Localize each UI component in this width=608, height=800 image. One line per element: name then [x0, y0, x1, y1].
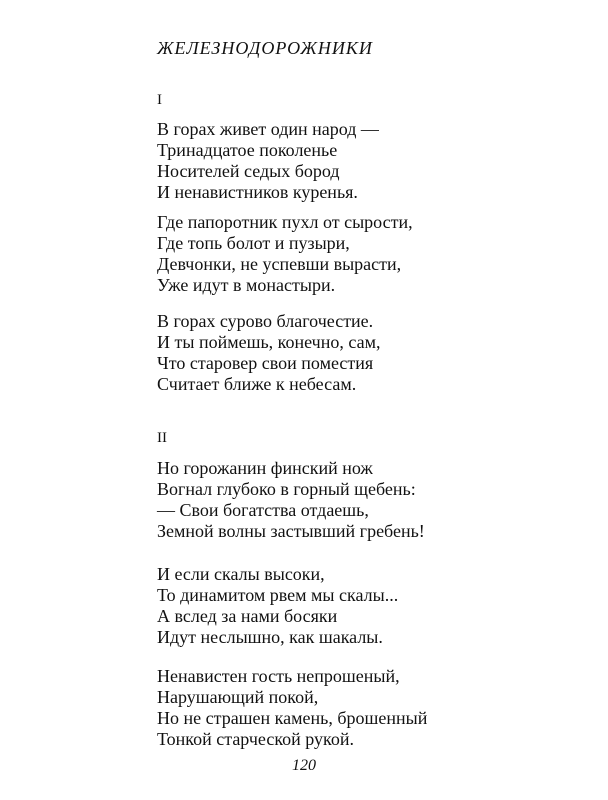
- verse-line: И если скалы высоки,: [157, 564, 325, 584]
- verse-line: Где папоротник пухл от сырости,: [157, 212, 413, 232]
- section-number-1: I: [157, 92, 162, 108]
- verse-line: — Свои богатства отдаешь,: [157, 500, 369, 520]
- verse-line: Но не страшен камень, брошенный: [157, 708, 428, 728]
- verse-line: Идут неслышно, как шакалы.: [157, 627, 383, 647]
- page-number: 120: [292, 757, 316, 774]
- verse-line: Где топь болот и пузыри,: [157, 233, 350, 253]
- verse-line: Что старовер свои поместия: [157, 353, 374, 373]
- verse-line: В горах сурово благочестие.: [157, 311, 374, 331]
- verse-line: А вслед за нами босяки: [157, 606, 338, 626]
- verse-line: И ты поймешь, конечно, сам,: [157, 332, 381, 352]
- stanza-1: [157, 119, 379, 203]
- verse-line: Но горожанин финский нож: [157, 458, 373, 478]
- stanza-6: [157, 666, 427, 750]
- verse-line: И ненавистников куренья.: [157, 182, 358, 202]
- poem-title: ЖЕЛЕЗНОДОРОЖНИКИ: [157, 38, 373, 58]
- verse-line: Девчонки, не успевши вырасти,: [157, 254, 402, 274]
- verse-line: Нарушающий покой,: [157, 687, 319, 707]
- stanza-2: [157, 212, 413, 296]
- stanza-5: [157, 564, 398, 648]
- verse-line: Уже идут в монастыри.: [157, 275, 336, 295]
- section-number-2: II: [157, 430, 167, 446]
- verse-line: Тонкой старческой рукой.: [157, 729, 355, 749]
- stanza-4: [157, 458, 425, 542]
- verse-line: Считает ближе к небесам.: [157, 374, 357, 394]
- verse-line: Ненавистен гость непрошеный,: [157, 666, 400, 686]
- verse-line: Тринадцатое поколенье: [157, 140, 338, 160]
- stanza-3: [157, 311, 380, 395]
- verse-line: Вогнал глубоко в горный щебень:: [157, 479, 416, 499]
- verse-line: Земной волны застывший гребень!: [157, 521, 425, 541]
- verse-line: Носителей седых бород: [157, 161, 340, 181]
- verse-line: То динамитом рвем мы скалы...: [157, 585, 399, 605]
- verse-line: В горах живет один народ —: [157, 119, 379, 139]
